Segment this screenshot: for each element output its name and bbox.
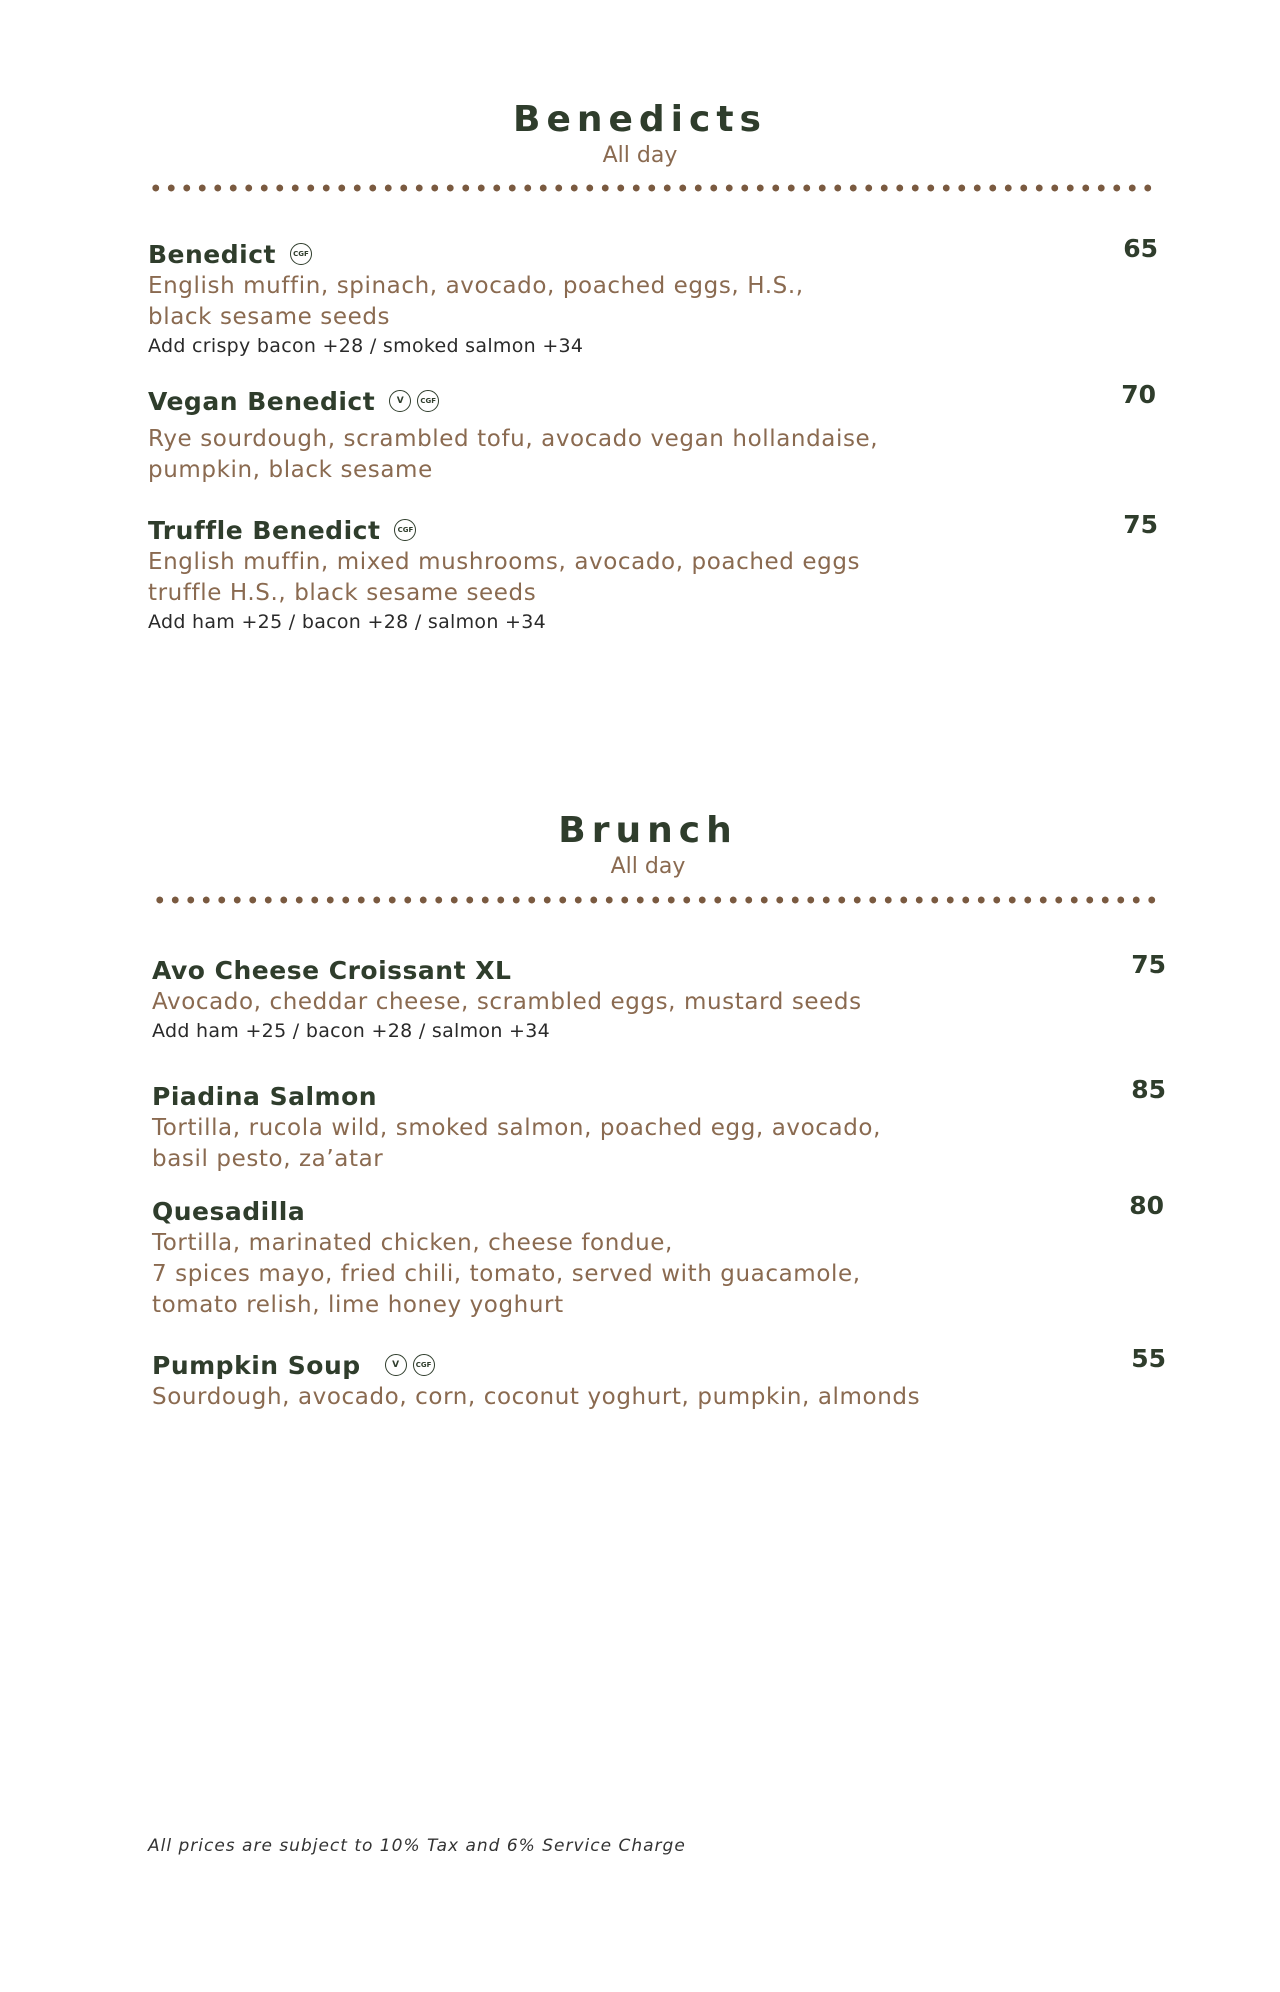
dotted-divider <box>148 184 1156 192</box>
dotted-divider <box>152 896 1160 904</box>
item-description: Tortilla, marinated chicken, cheese fondue, 7 spices mayo, fried chili, tomato, served with guacamole, tomato relish, lime honey yoghurt <box>152 1230 861 1318</box>
vegan-badge-icon: V <box>385 1354 407 1376</box>
item-price: 75 <box>1131 950 1166 979</box>
item-addon: Add ham +25 / bacon +28 / salmon +34 <box>148 611 546 633</box>
menu-item-piadina-salmon <box>152 1079 1152 1175</box>
menu-item-quesadilla <box>152 1194 1152 1321</box>
menu-item-vegan-benedict <box>148 384 1148 486</box>
item-name: Benedict <box>148 239 276 269</box>
cgf-badge-icon: CGF <box>394 519 416 541</box>
menu-item-avo-cheese-croissant <box>152 953 1152 1044</box>
item-price: 65 <box>1123 234 1158 263</box>
cgf-badge-icon: CGF <box>417 390 439 412</box>
cgf-badge-icon: CGF <box>413 1354 435 1376</box>
item-description: English muffin, mixed mushrooms, avocado, poached eggs truffle H.S., black sesame seeds <box>148 549 861 606</box>
item-description: Avocado, cheddar cheese, scrambled eggs, mustard seeds <box>152 989 862 1015</box>
item-price: 55 <box>1131 1344 1166 1373</box>
menu-item-pumpkin-soup <box>152 1348 1152 1413</box>
item-name: Vegan Benedict <box>148 386 376 416</box>
item-name: Avo Cheese Croissant XL <box>152 955 512 985</box>
section-title-benedicts: Benedicts <box>513 99 767 140</box>
vegan-badge-icon: V <box>389 390 411 412</box>
section-subtitle-benedicts: All day <box>602 143 678 168</box>
item-price: 85 <box>1131 1075 1166 1104</box>
item-name: Quesadilla <box>152 1196 306 1226</box>
item-description: Rye sourdough, scrambled tofu, avocado vegan hollandaise, pumpkin, black sesame <box>148 426 879 483</box>
menu-item-benedict <box>148 237 1148 359</box>
section-subtitle-brunch: All day <box>610 854 686 879</box>
cgf-badge-icon: CGF <box>290 243 312 265</box>
item-description: Tortilla, rucola wild, smoked salmon, poached egg, avocado, basil pesto, za’atar <box>152 1115 882 1172</box>
item-name: Piadina Salmon <box>152 1081 378 1111</box>
footer-note: All prices are subject to 10% Tax and 6% Service Charge <box>148 1836 686 1856</box>
item-addon: Add crispy bacon +28 / smoked salmon +34 <box>148 335 584 357</box>
section-title-brunch: Brunch <box>558 810 738 851</box>
item-price: 80 <box>1129 1191 1164 1220</box>
item-description: Sourdough, avocado, corn, coconut yoghurt, pumpkin, almonds <box>152 1384 921 1410</box>
menu-item-truffle-benedict <box>148 513 1148 635</box>
item-name: Pumpkin Soup <box>152 1350 361 1380</box>
item-description: English muffin, spinach, avocado, poached eggs, H.S., black sesame seeds <box>148 273 804 330</box>
item-name: Truffle Benedict <box>148 515 381 545</box>
item-price: 70 <box>1121 380 1156 409</box>
item-addon: Add ham +25 / bacon +28 / salmon +34 <box>152 1020 550 1042</box>
item-price: 75 <box>1123 510 1158 539</box>
